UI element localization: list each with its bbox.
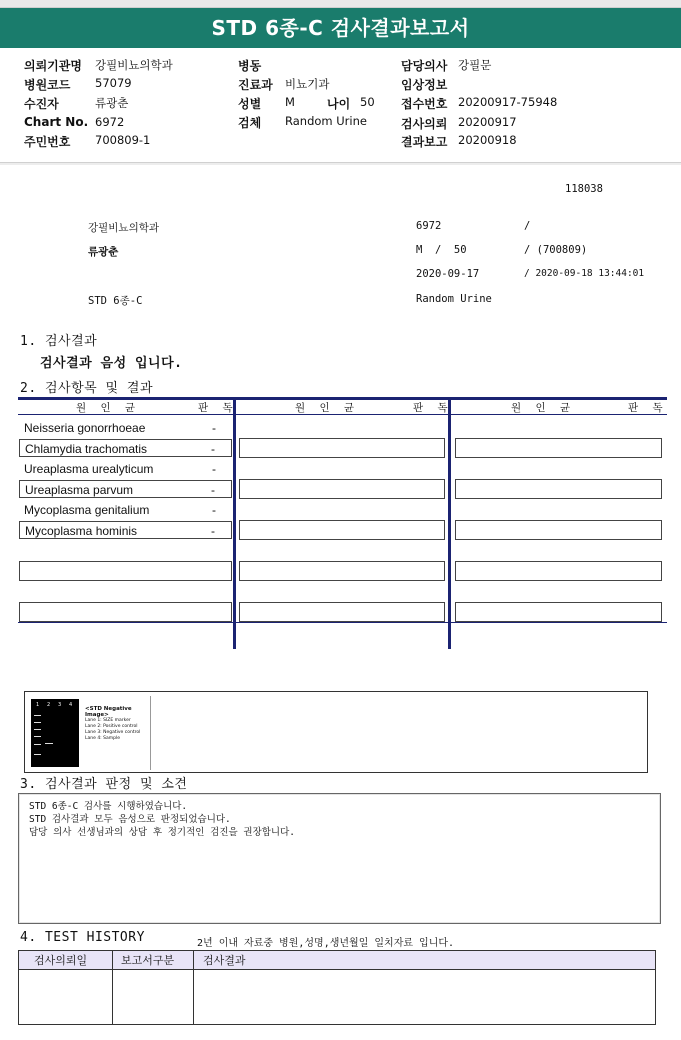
patient-label: 수진자 bbox=[24, 97, 59, 111]
gel-band bbox=[34, 722, 41, 723]
gel-legend-line: Lane 2: Positive control bbox=[85, 724, 138, 729]
empty-row bbox=[455, 561, 662, 581]
organism-name: Chlamydia trachomatis bbox=[25, 442, 148, 456]
chart-label: Chart No. bbox=[24, 115, 89, 129]
organism-name: Ureaplasma urealyticum bbox=[24, 462, 154, 476]
institution-value: 강필비뇨의학과 bbox=[95, 58, 173, 72]
summary-name: 류광춘 bbox=[88, 246, 119, 258]
col-header-result: 판 독 bbox=[198, 402, 237, 414]
summary-slash: / bbox=[524, 220, 531, 232]
gel-band bbox=[34, 736, 41, 737]
organism-result: - bbox=[212, 462, 216, 476]
request-value: 20200917 bbox=[458, 115, 517, 129]
age-value: 50 bbox=[360, 95, 375, 109]
organism-name: Mycoplasma hominis bbox=[25, 524, 138, 538]
empty-row bbox=[455, 602, 662, 622]
empty-row bbox=[239, 561, 445, 581]
column-divider bbox=[448, 397, 451, 649]
history-col-report-type: 보고서구분 bbox=[121, 954, 175, 967]
dept-value: 비뇨기과 bbox=[285, 77, 330, 91]
col-header-organism: 원 인 균 bbox=[295, 402, 359, 414]
empty-row bbox=[239, 602, 445, 622]
clinical-label: 임상정보 bbox=[401, 78, 448, 92]
gel-legend-line: Lane 4: Sample bbox=[85, 736, 120, 741]
col-header-organism: 원 인 균 bbox=[76, 402, 140, 414]
report-date-value: 20200918 bbox=[458, 133, 517, 147]
sex-value: M bbox=[285, 95, 295, 109]
gel-legend-line: Lane 1: SIZE marker bbox=[85, 718, 131, 723]
report-number: 118038 bbox=[565, 183, 603, 195]
summary-sex-age: M / 50 bbox=[416, 244, 467, 256]
table-row bbox=[19, 521, 232, 539]
findings-line: 담당 의사 선생님과의 상담 후 정기적인 검진을 권장합니다. bbox=[29, 827, 296, 838]
window-top-strip bbox=[0, 0, 681, 8]
report-title: STD 6종-C 검사결과보고서 bbox=[0, 8, 681, 48]
summary-birth: / (700809) bbox=[524, 244, 588, 256]
table-row bbox=[19, 460, 232, 478]
history-col-request-date: 검사의뢰일 bbox=[34, 954, 88, 967]
empty-row bbox=[19, 602, 232, 622]
ward-label: 병동 bbox=[238, 59, 262, 73]
specimen-value: Random Urine bbox=[285, 114, 367, 128]
gel-lane-label: 2 bbox=[47, 702, 51, 708]
report-date-label: 결과보고 bbox=[401, 135, 448, 149]
sex-label: 성별 bbox=[238, 97, 262, 111]
table-row bbox=[19, 439, 232, 457]
empty-row bbox=[239, 520, 445, 540]
summary-report-datetime: / 2020-09-18 13:44:01 bbox=[524, 268, 645, 279]
organism-result: - bbox=[211, 524, 215, 538]
gel-lane-label: 1 bbox=[36, 702, 40, 708]
summary-date: 2020-09-17 bbox=[416, 268, 480, 280]
empty-row bbox=[455, 479, 662, 499]
empty-row bbox=[455, 438, 662, 458]
gel-image-title: <STD Negative Image> bbox=[85, 706, 132, 718]
table-row bbox=[19, 480, 232, 498]
history-table bbox=[18, 950, 656, 1025]
organism-name: Neisseria gonorrhoeae bbox=[24, 421, 146, 435]
findings-box bbox=[18, 793, 661, 924]
gel-band bbox=[34, 744, 41, 745]
section1-result-text: 검사결과 음성 입니다. bbox=[40, 356, 183, 371]
gel-band bbox=[34, 729, 41, 730]
age-label: 나이 bbox=[327, 97, 351, 111]
organism-result: - bbox=[211, 483, 215, 497]
history-column-divider bbox=[193, 951, 194, 1024]
specimen-label: 검체 bbox=[238, 116, 262, 130]
history-col-result: 검사결과 bbox=[203, 954, 246, 967]
section2-heading: 2. 검사항목 및 결과 bbox=[20, 381, 154, 396]
section4-heading: 4. TEST HISTORY bbox=[20, 930, 145, 945]
history-note: 2년 이내 자료중 병원,성명,생년월일 일치자료 입니다. bbox=[197, 938, 455, 949]
summary-specimen: Random Urine bbox=[416, 293, 492, 305]
col-header-organism: 원 인 균 bbox=[511, 402, 575, 414]
gel-lane-label: 4 bbox=[69, 702, 73, 708]
gel-image-panel bbox=[24, 691, 648, 773]
section1-heading: 1. 검사결과 bbox=[20, 334, 98, 349]
col-header-result: 판 독 bbox=[628, 402, 667, 414]
hospital-code-label: 병원코드 bbox=[24, 78, 71, 92]
table-row bbox=[19, 419, 232, 437]
organism-name: Mycoplasma genitalium bbox=[24, 503, 150, 517]
id-label: 주민번호 bbox=[24, 135, 71, 149]
table-row bbox=[19, 501, 232, 519]
hospital-code-value: 57079 bbox=[95, 76, 132, 90]
history-column-divider bbox=[112, 951, 113, 1024]
organism-result: - bbox=[212, 503, 216, 517]
section3-heading: 3. 검사결과 판정 및 소견 bbox=[20, 777, 188, 792]
column-divider bbox=[233, 397, 236, 649]
organism-result: - bbox=[212, 421, 216, 435]
receipt-label: 접수번호 bbox=[401, 97, 448, 111]
empty-row bbox=[19, 561, 232, 581]
empty-row bbox=[455, 520, 662, 540]
id-value: 700809-1 bbox=[95, 133, 151, 147]
table-bottom-border bbox=[18, 622, 667, 623]
organism-result: - bbox=[211, 442, 215, 456]
history-table-header bbox=[19, 951, 655, 970]
summary-chart: 6972 bbox=[416, 220, 442, 232]
institution-label: 의뢰기관명 bbox=[24, 59, 82, 73]
empty-row bbox=[239, 479, 445, 499]
receipt-value: 20200917-75948 bbox=[458, 95, 558, 109]
gel-band bbox=[45, 743, 53, 744]
empty-row bbox=[239, 438, 445, 458]
gel-image-thumbnail bbox=[31, 696, 151, 770]
header-divider bbox=[0, 162, 681, 165]
results-table bbox=[18, 397, 667, 649]
gel-lane-label: 3 bbox=[58, 702, 62, 708]
findings-line: STD 검사결과 모두 음성으로 판정되었습니다. bbox=[29, 814, 231, 825]
gel-legend-line: Lane 3: Negative control bbox=[85, 730, 141, 735]
doctor-label: 담당의사 bbox=[401, 59, 448, 73]
patient-value: 류광춘 bbox=[95, 96, 129, 110]
gel-electrophoresis-image bbox=[31, 699, 79, 767]
summary-test: STD 6종-C bbox=[88, 295, 143, 307]
gel-band bbox=[34, 754, 41, 755]
findings-line: STD 6종-C 검사를 시행하였습니다. bbox=[29, 801, 188, 812]
organism-name: Ureaplasma parvum bbox=[25, 483, 134, 497]
chart-value: 6972 bbox=[95, 115, 125, 129]
summary-hospital: 강필비뇨의학과 bbox=[88, 222, 160, 234]
doctor-value: 강필문 bbox=[458, 58, 492, 72]
gel-band bbox=[34, 715, 41, 716]
request-label: 검사의뢰 bbox=[401, 117, 448, 131]
col-header-result: 판 독 bbox=[413, 402, 452, 414]
dept-label: 진료과 bbox=[238, 78, 273, 92]
